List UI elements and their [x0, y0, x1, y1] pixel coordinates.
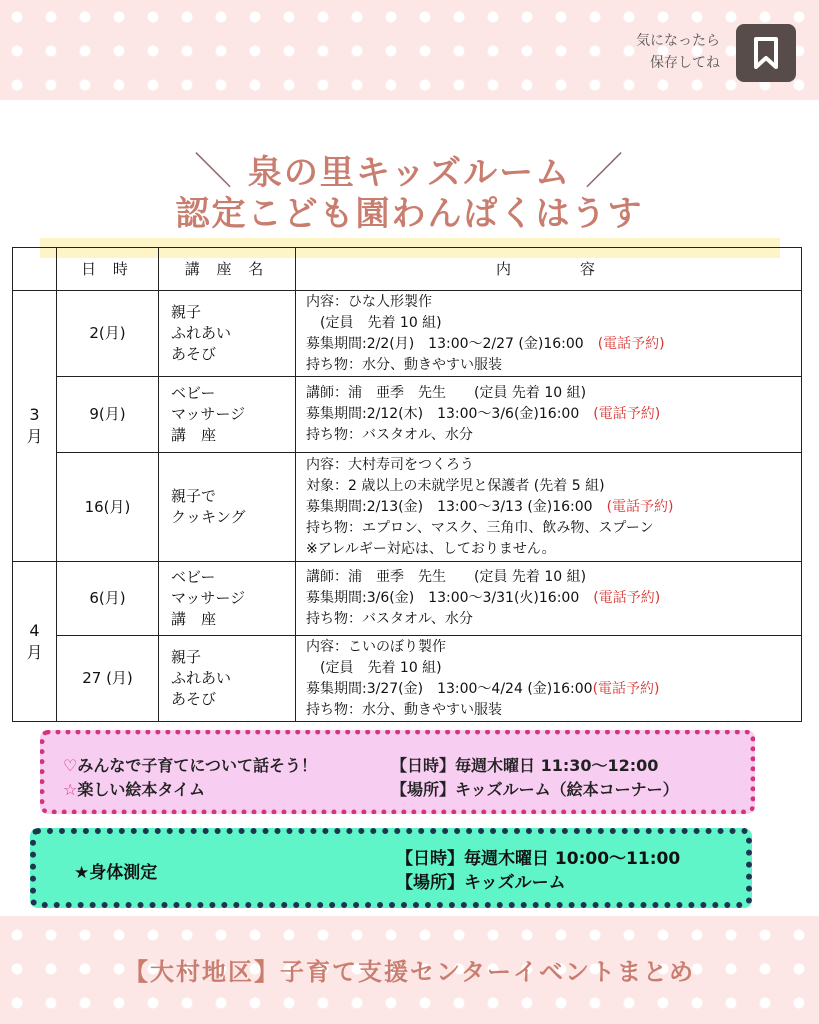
table-row — [13, 377, 802, 453]
text-line — [306, 637, 795, 658]
text-segment: (定員 先着 10 組) — [306, 659, 442, 676]
text-line: マッサージ — [171, 589, 246, 607]
weekly-events-box — [40, 730, 755, 814]
course-name — [159, 562, 296, 636]
text-segment: 内容：大村寿司をつくろう — [306, 456, 474, 473]
text-line — [306, 404, 795, 425]
text-line: 4 — [29, 620, 40, 640]
text-line — [306, 567, 795, 588]
event-details — [296, 453, 802, 562]
text-line — [306, 383, 795, 404]
event-date: 27 (月) — [57, 636, 159, 722]
text-line: 月 — [26, 642, 43, 662]
picture-book-label: ☆楽しい絵本タイム — [63, 780, 206, 799]
text-segment: 募集期間:2/12(木) 13:00～3/6(金)16:00 — [306, 406, 594, 422]
text-line: ふれあい — [171, 669, 232, 687]
text-line: 親子 — [171, 648, 202, 666]
bookmark-icon — [753, 37, 779, 69]
slash-right: ／ — [585, 149, 626, 193]
phone-reservation-label: (電話予約) — [593, 590, 661, 606]
phone-reservation-label: (電話予約) — [593, 406, 661, 422]
star-outline-icon: ☆ — [63, 780, 78, 799]
course-name — [159, 453, 296, 562]
course-name — [159, 377, 296, 453]
title-facility: 泉の里キッズルーム — [247, 153, 572, 193]
text-line: あそび — [171, 690, 217, 708]
text-line: 講 座 — [171, 610, 217, 628]
phone-reservation-label: (電話予約) — [606, 498, 674, 515]
table-row — [13, 636, 802, 722]
save-reminder-line1: 気になったら — [636, 33, 720, 49]
text-line — [306, 425, 795, 446]
text-segment: 講師：浦 亜季 先生 (定員 先着 10 組) — [306, 569, 587, 585]
header-course: 講 座 名 — [159, 248, 296, 291]
title-area — [0, 140, 819, 240]
text-line — [306, 679, 795, 700]
text-line: クッキング — [171, 508, 246, 526]
text-segment: 募集期間:2/2(月) 13:00～2/27 (金)16:00 — [306, 335, 598, 352]
table-row — [13, 562, 802, 636]
text-segment: 持ち物：エプロン、マスク、三角巾、飲み物、スプーン — [306, 519, 654, 536]
event-date: 2(月) — [57, 291, 159, 377]
event-details — [296, 377, 802, 453]
text-line: ふれあい — [171, 324, 232, 342]
text-segment: 募集期間:2/13(金) 13:00～3/13 (金)16:00 — [306, 498, 607, 515]
text-line — [306, 539, 795, 560]
text-segment: ※アレルギー対応は、しておりません。 — [306, 540, 556, 557]
text-segment: 内容：こいのぼり製作 — [306, 638, 446, 655]
text-line — [306, 700, 795, 721]
save-reminder-line2: 保存してね — [650, 55, 720, 71]
text-segment: 持ち物：水分、動きやすい服装 — [306, 356, 502, 373]
text-line — [306, 292, 795, 313]
text-line: ベビー — [171, 384, 216, 402]
text-line — [306, 334, 795, 355]
weekly-event-place: 【場所】キッズルーム（絵本コーナー） — [391, 780, 679, 799]
text-segment: 持ち物：水分、動きやすい服装 — [306, 701, 502, 718]
header-blank — [13, 248, 57, 291]
text-line: あそび — [171, 345, 217, 363]
text-line: マッサージ — [171, 405, 246, 423]
text-line — [306, 588, 795, 609]
weekly-event-time: 【日時】毎週木曜日 11:30～12:00 — [391, 756, 659, 775]
event-date: 9(月) — [57, 377, 159, 453]
footer-title: 【大村地区】子育て支援センターイベントまとめ — [123, 958, 696, 986]
title-line2: 認定こども園わんぱくはうす — [175, 194, 644, 234]
event-details — [296, 636, 802, 722]
text-line — [306, 497, 795, 518]
header-content: 内 容 — [296, 248, 802, 291]
text-segment: 募集期間:3/27(金) 13:00～4/24 (金)16:00 — [306, 680, 593, 697]
text-line — [306, 455, 795, 476]
text-line: 月 — [26, 427, 43, 446]
table-header-row — [13, 248, 802, 291]
course-name — [159, 291, 296, 377]
phone-reservation-label: (電話予約) — [592, 680, 660, 697]
header-date: 日 時 — [57, 248, 159, 291]
text-segment: (定員 先着 10 組) — [306, 314, 442, 331]
heart-icon: ♡ — [63, 756, 78, 775]
text-line: 3 — [29, 405, 40, 424]
text-line: 親子 — [171, 303, 202, 321]
text-line — [306, 476, 795, 497]
text-line: 講 座 — [171, 426, 217, 444]
month-april — [13, 562, 57, 722]
measurement-time: 【日時】毎週木曜日 10:00～11:00 — [396, 849, 681, 869]
measurement-label: ★身体測定 — [74, 863, 158, 883]
bookmark-button[interactable] — [736, 24, 796, 82]
event-details — [296, 291, 802, 377]
save-reminder — [560, 30, 720, 74]
text-line — [306, 609, 795, 630]
text-segment: 講師：浦 亜季 先生 (定員 先着 10 組) — [306, 385, 587, 401]
text-line — [306, 355, 795, 376]
schedule-table — [12, 247, 802, 722]
text-segment: 内容：ひな人形製作 — [306, 293, 432, 310]
talk-event-label: ♡みんなで子育てについて話そう！ — [63, 756, 318, 775]
phone-reservation-label: (電話予約) — [597, 335, 665, 352]
text-line — [306, 518, 795, 539]
text-line: ベビー — [171, 568, 216, 586]
text-segment: 対象：2 歳以上の未就学児と保護者 (先着 5 組) — [306, 477, 605, 494]
text-segment: 募集期間:3/6(金) 13:00～3/31(火)16:00 — [306, 590, 594, 606]
event-date: 6(月) — [57, 562, 159, 636]
measurement-place: 【場所】キッズルーム — [396, 873, 566, 893]
measurement-box — [30, 828, 752, 908]
slash-left: ＼ — [193, 149, 234, 193]
text-segment: 持ち物：バスタオル、水分 — [306, 427, 473, 443]
event-date: 16(月) — [57, 453, 159, 562]
text-segment: 持ち物：バスタオル、水分 — [306, 611, 473, 627]
course-name — [159, 636, 296, 722]
table-row — [13, 291, 802, 377]
event-details — [296, 562, 802, 636]
text-line — [306, 658, 795, 679]
month-march — [13, 291, 57, 562]
content-panel — [0, 100, 819, 916]
text-line: 親子で — [171, 487, 217, 505]
table-row — [13, 453, 802, 562]
text-line — [306, 313, 795, 334]
